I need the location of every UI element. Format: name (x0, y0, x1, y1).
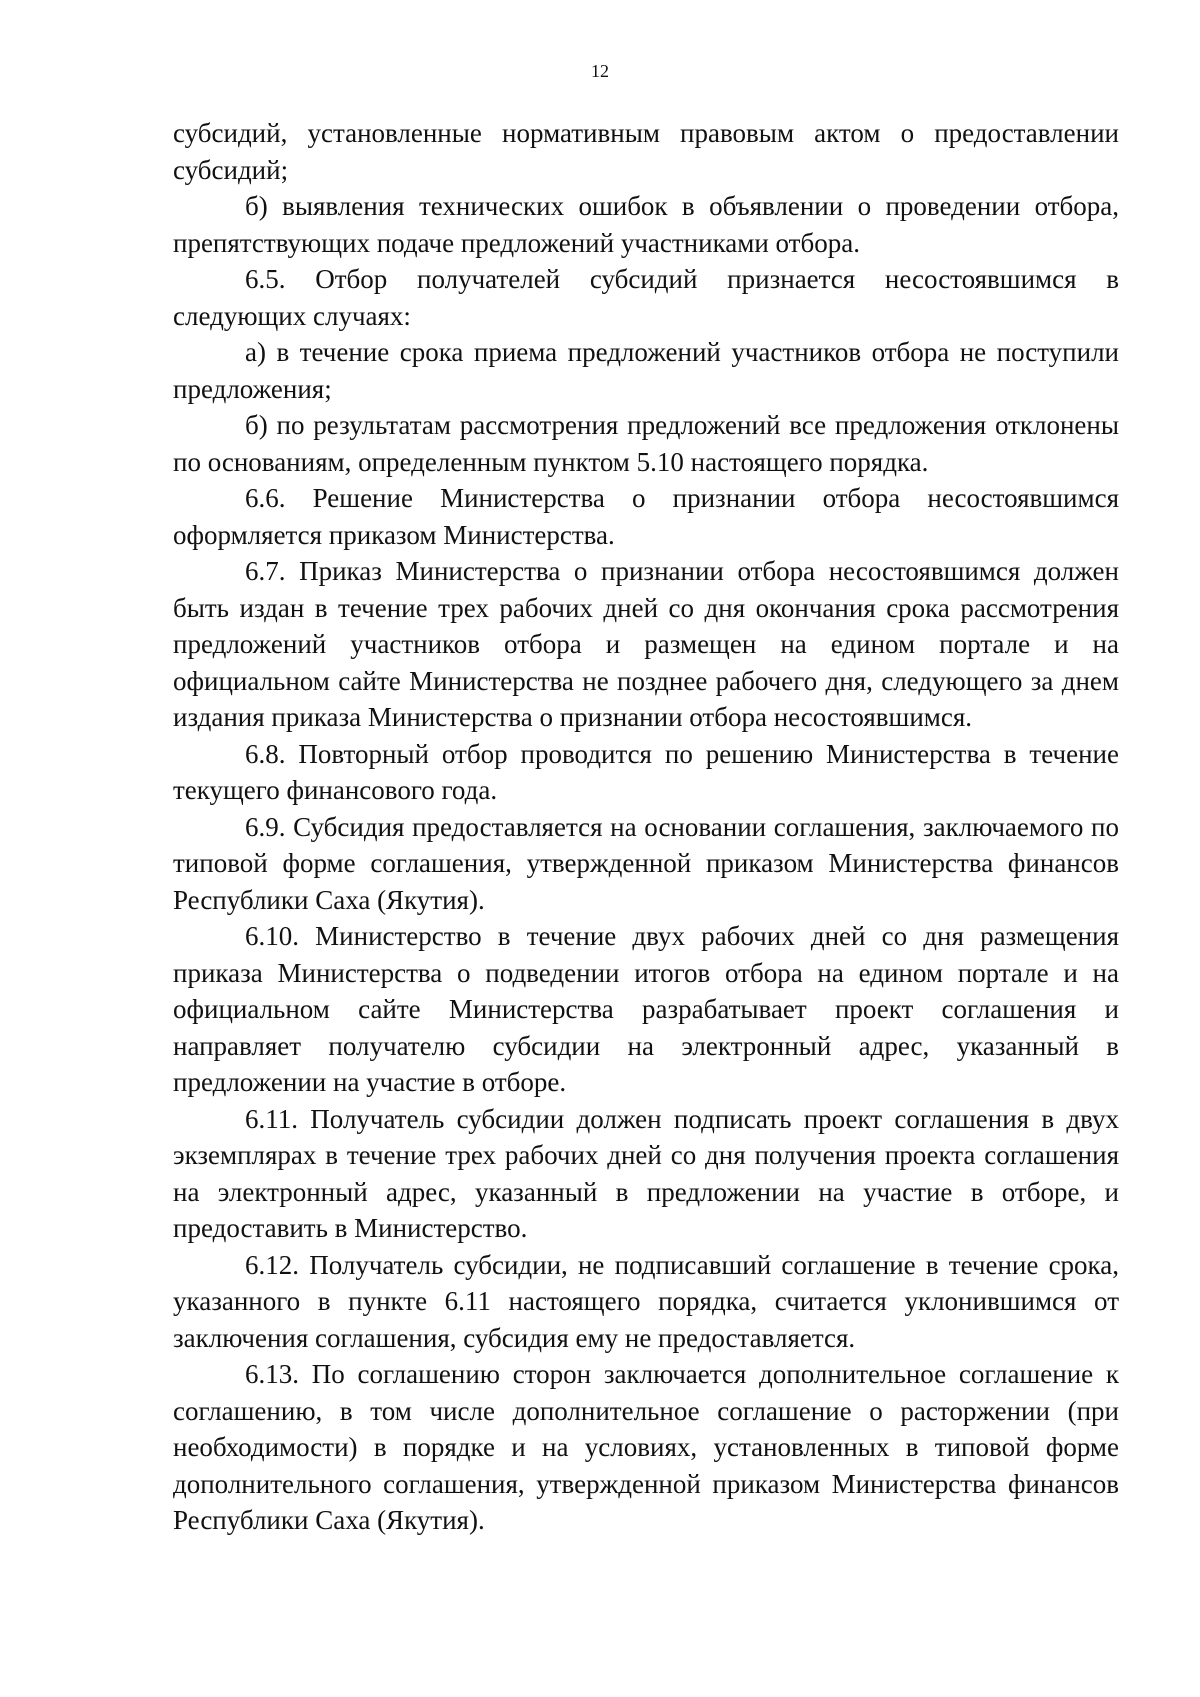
document-body (173, 115, 1119, 1539)
paragraph-6-6: 6.6. Решение Министерства о признании отбора несостоявшимся оформляется приказом Министерства. (173, 483, 1119, 550)
paragraph-6-11: 6.11. Получатель субсидии должен подписать проект соглашения в двух экземплярах в течение трех рабочих дней со дня получения проекта соглашения на электронный адрес, указанный в предложении на участие в отборе, и предоставить в Министерство. (173, 1103, 1119, 1243)
paragraph-6-5-b: б) по результатам рассмотрения предложений все предложения отклонены по основаниям, определенным пунктом 5.10 настоящего порядка. (173, 410, 1119, 477)
paragraph-item-b-technical-errors: б) выявления технических ошибок в объявлении о проведении отбора, препятствующих подаче предложений участниками отбора. (173, 191, 1119, 258)
paragraph-continuation: субсидий, установленные нормативным правовым актом о предоставлении субсидий; (173, 118, 1119, 185)
paragraph-6-9: 6.9. Субсидия предоставляется на основании соглашения, заключаемого по типовой форме соглашения, утвержденной приказом Министерства финансов Республики Саха (Якутия). (173, 811, 1119, 915)
paragraph-6-5: 6.5. Отбор получателей субсидий признается несостоявшимся в следующих случаях: (173, 264, 1119, 331)
paragraph-6-5-a: а) в течение срока приема предложений участников отбора не поступили предложения; (173, 337, 1119, 404)
paragraph-6-13: 6.13. По соглашению сторон заключается дополнительное соглашение к соглашению, в том числе дополнительное соглашение о расторжении (при необходимости) в порядке и на условиях, установленных в типовой форме дополнительного соглашения, утвержденной приказом Министерства финансов Республики Саха (Якутия). (173, 1359, 1119, 1535)
paragraph-6-8: 6.8. Повторный отбор проводится по решению Министерства в течение текущего финансового года. (173, 738, 1119, 805)
page-number: 12 (591, 61, 609, 81)
paragraph-6-12: 6.12. Получатель субсидии, не подписавший соглашение в течение срока, указанного в пункте 6.11 настоящего порядка, считается уклонившимся от заключения соглашения, субсидия ему не предоставляется. (173, 1249, 1119, 1353)
paragraph-6-7: 6.7. Приказ Министерства о признании отбора несостоявшимся должен быть издан в течение трех рабочих дней со дня окончания срока рассмотрения предложений участников отбора и размещен на едином портале и на официальном сайте Министерства не позднее рабочего дня, следующего за днем издания приказа Министерства о признании отбора несостоявшимся. (173, 556, 1119, 732)
paragraph-6-10: 6.10. Министерство в течение двух рабочих дней со дня размещения приказа Министерства о подведении итогов отбора на едином портале и на официальном сайте Министерства разрабатывает проект соглашения и направляет получателю субсидии на электронный адрес, указанный в предложении на участие в отборе. (173, 921, 1119, 1097)
